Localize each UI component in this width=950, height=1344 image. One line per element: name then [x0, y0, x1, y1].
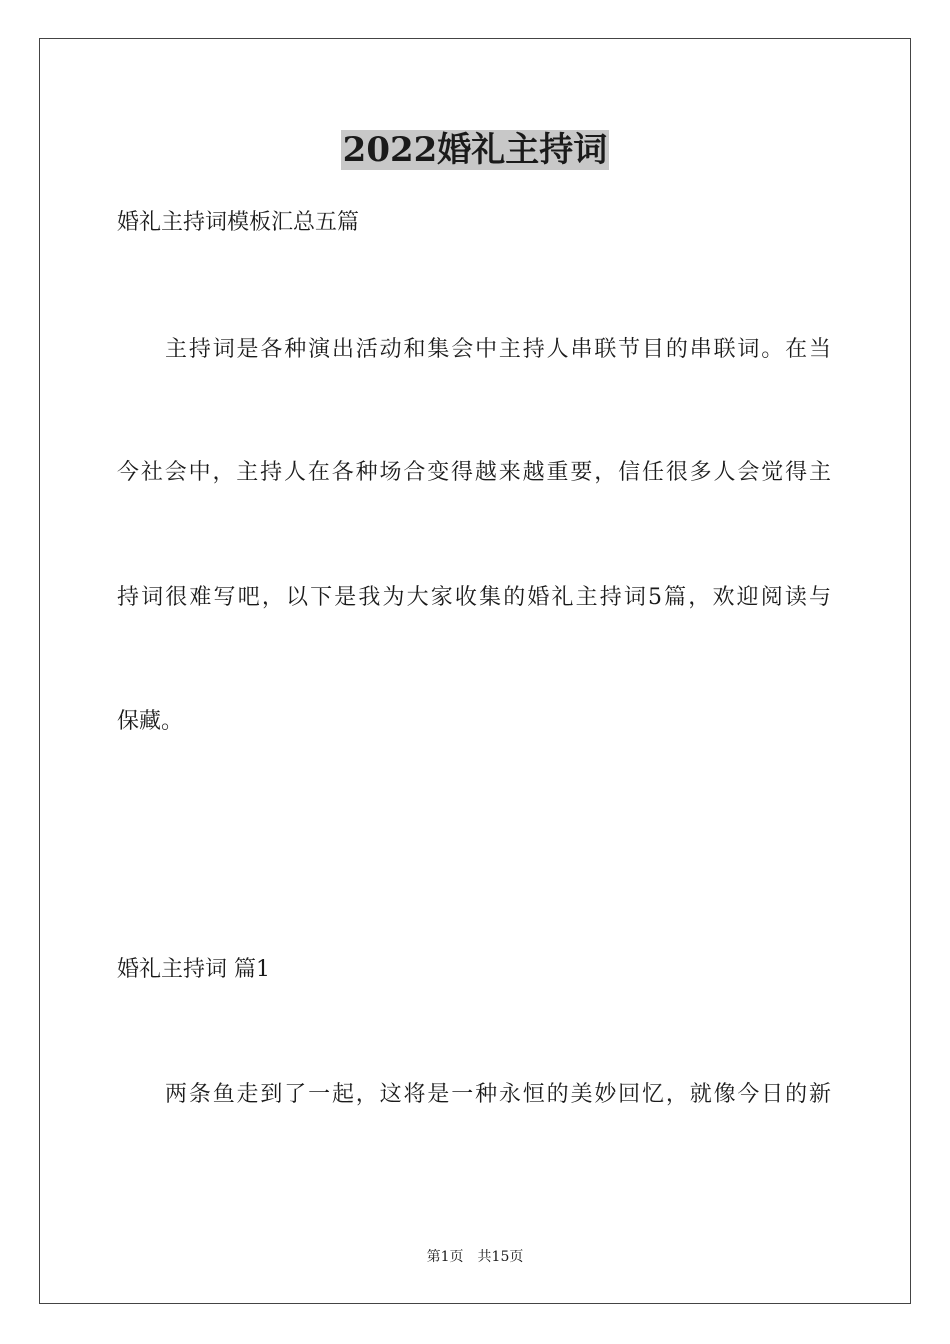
page-footer: [0, 1247, 950, 1267]
section-heading: 婚礼主持词 篇1: [117, 957, 270, 982]
document-title: [0, 128, 950, 172]
document-title-text: 2022婚礼主持词: [342, 130, 608, 170]
paragraph-line: 两条鱼走到了一起，这将是一种永恒的美妙回忆，就像今日的新: [165, 1082, 831, 1107]
paragraph-line: 持词很难写吧，以下是我为大家收集的婚礼主持词5篇，欢迎阅读与: [117, 585, 831, 610]
paragraph-line: 保藏。: [117, 709, 184, 734]
paragraph-line: 主持词是各种演出活动和集会中主持人串联节目的串联词。在当: [165, 337, 831, 362]
page-total: 共15页: [477, 1249, 524, 1265]
page-number: 第1页: [426, 1249, 464, 1265]
document-subtitle: 婚礼主持词模板汇总五篇: [117, 210, 360, 235]
paragraph-line: 今社会中，主持人在各种场合变得越来越重要，信任很多人会觉得主: [117, 460, 831, 485]
